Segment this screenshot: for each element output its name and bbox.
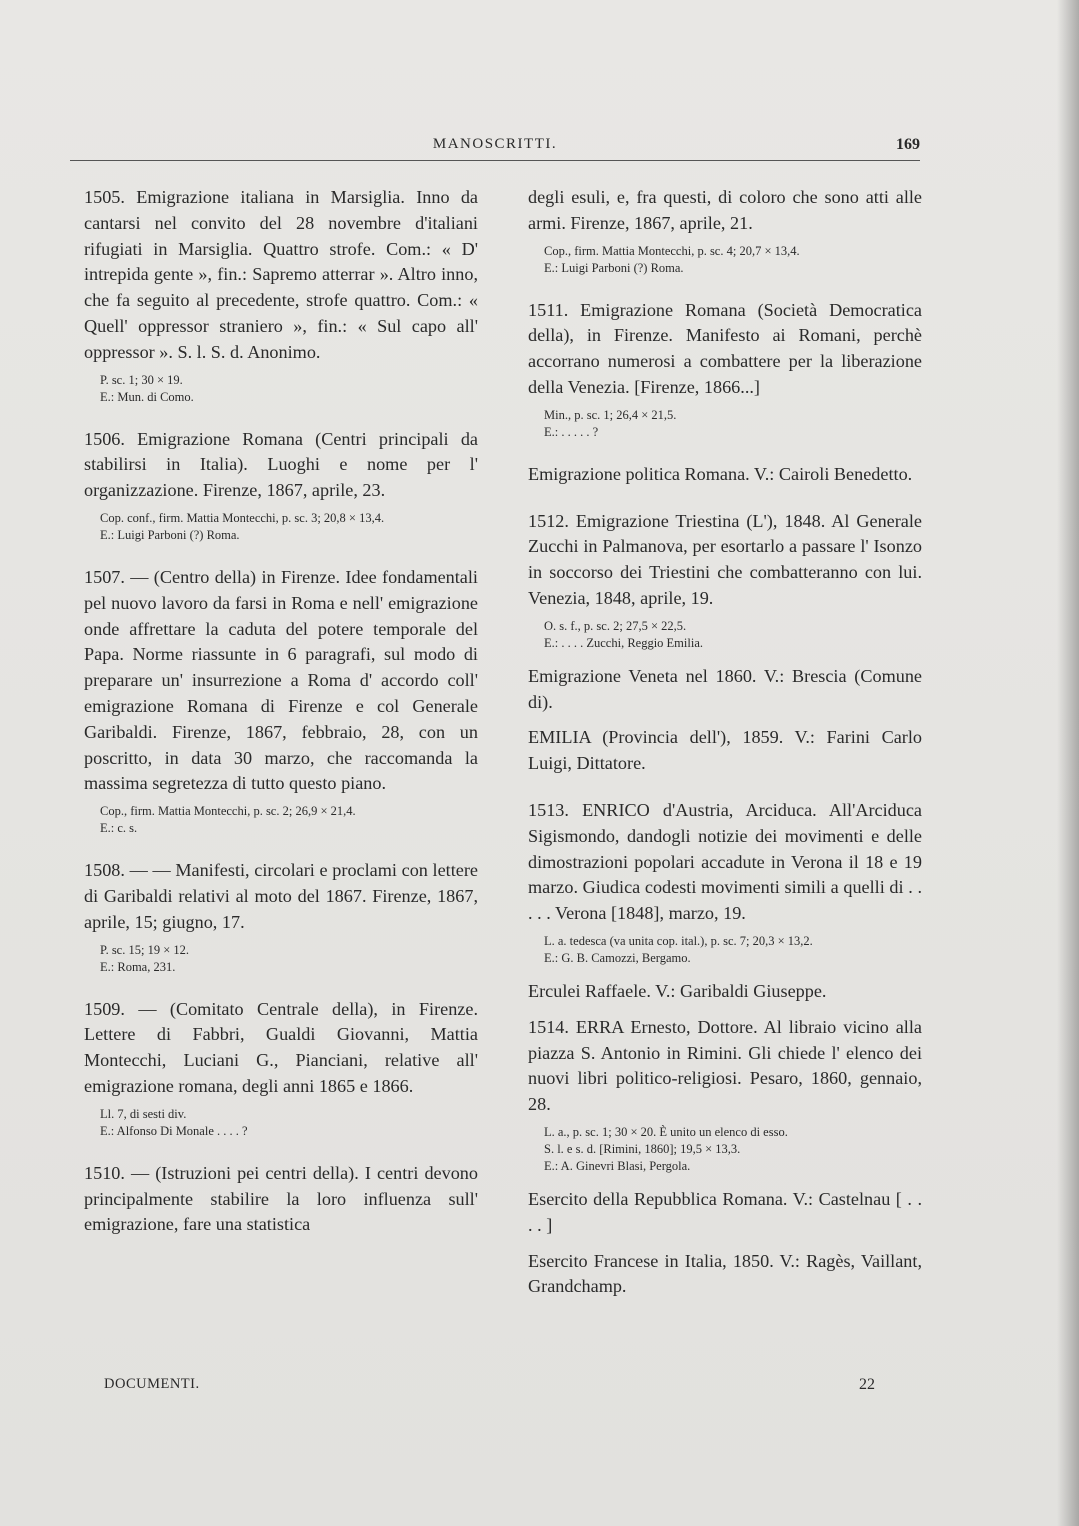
meta-line: E.: Luigi Parboni (?) Roma. bbox=[544, 260, 684, 275]
entry-1513-meta bbox=[544, 933, 922, 967]
entry-1507-meta bbox=[100, 803, 478, 837]
entry-1506: 1506. Emigrazione Romana (Centri principali da stabilirsi in Italia). Luoghi e nome per l' organizzazione. Firenze, 1867, aprile, 23. bbox=[84, 428, 478, 501]
meta-line: E.: Mun. di Como. bbox=[100, 389, 194, 404]
entry-1510-continued: degli esuli, e, fra questi, di coloro che sono atti alle armi. Firenze, 1867, aprile, 21. bbox=[528, 187, 922, 233]
cross-reference: EMILIA (Provincia dell'), 1859. V.: Farini Carlo Luigi, Dittatore. bbox=[528, 727, 922, 774]
meta-line: L. a., p. sc. 1; 30 × 20. È unito un elenco di esso. bbox=[544, 1124, 788, 1139]
meta-line: Cop. conf., firm. Mattia Montecchi, p. sc. 3; 20,8 × 13,4. bbox=[100, 510, 385, 525]
signature-mark: DOCUMENTI. bbox=[104, 1376, 200, 1392]
entry-1511: 1511. Emigrazione Romana (Società Democratica della), in Firenze. Manifesto ai Romani, perchè accorrano numerosi a combattere per la liberazione della Venezia. [Firenze, 1866...] bbox=[528, 299, 922, 397]
entry-1512-meta bbox=[544, 618, 922, 652]
entry-1507: 1507. — (Centro della) in Firenze. Idee fondamentali pel nuovo lavoro da farsi in Roma e nell' emigrazione onde affrettare la caduta del potere temporale del Papa. Norme riassunte in 6 paragrafi, sul modo di preparare un' insurrezione a Roma d' accordo coll' emigrazione Romana di Firenze e col Generale Garibaldi. Firenze, 1867, febbraio, 28, con un poscritto, in data 30 marzo, che raccomanda la massima segretezza di tutto questo piano. bbox=[84, 566, 478, 794]
entry-1505-meta bbox=[100, 372, 478, 406]
entry-1509-meta bbox=[100, 1106, 478, 1140]
right-column bbox=[528, 185, 922, 1300]
entry-1509: 1509. — (Comitato Centrale della), in Firenze. Lettere di Fabbri, Gualdi Giovanni, Mattia Montecchi, Luciani G., Pianciani, relative all' emigrazione romana, degli anni 1865 e 1866. bbox=[84, 998, 478, 1096]
meta-line: Min., p. sc. 1; 26,4 × 21,5. bbox=[544, 407, 677, 422]
entry-1510: 1510. — (Istruzioni pei centri della). I centri devono principalmente stabilire la loro influenza sull' emigrazione, fare una statistica bbox=[84, 1162, 478, 1235]
meta-line: E.: Roma, 231. bbox=[100, 959, 176, 974]
sheet-number: 22 bbox=[859, 1376, 875, 1393]
cross-reference: Esercito Francese in Italia, 1850. V.: Ragès, Vaillant, Grandchamp. bbox=[528, 1250, 922, 1297]
entry-1512: 1512. Emigrazione Triestina (L'), 1848. Al Generale Zucchi in Palmanova, per esortarlo a passare l' Isonzo in soccorso dei Triestini che combatteranno con lui. Venezia, 1848, aprile, 19. bbox=[528, 510, 922, 608]
running-title: MANOSCRITTI. bbox=[432, 136, 558, 152]
cross-reference: Erculei Raffaele. V.: Garibaldi Giuseppe. bbox=[528, 980, 827, 1001]
page-edge-shadow bbox=[1057, 0, 1079, 1526]
meta-line: E.: c. s. bbox=[100, 821, 138, 836]
meta-line: L. a. tedesca (va unita cop. ital.), p. sc. 7; 20,3 × 13,2. bbox=[544, 933, 813, 948]
entry-1514: 1514. ERRA Ernesto, Dottore. Al libraio vicino alla piazza S. Antonio in Rimini. Gli chiede l' elenco dei nuovi libri politico-religiosi. Pesaro, 1860, gennaio, 28. bbox=[528, 1016, 922, 1115]
meta-line: S. l. e s. d. [Rimini, 1860]; 19,5 × 13,3. bbox=[544, 1141, 741, 1156]
meta-line: E.: . . . . . ? bbox=[544, 424, 599, 439]
meta-line: Ll. 7, di sesti div. bbox=[100, 1106, 187, 1121]
entry-1508-meta bbox=[100, 942, 478, 976]
running-head bbox=[70, 136, 920, 161]
page-number: 169 bbox=[896, 136, 920, 153]
cross-reference: Emigrazione Veneta nel 1860. V.: Brescia (Comune di). bbox=[528, 665, 922, 712]
entry-1508: 1508. — — Manifesti, circolari e proclami con lettere di Garibaldi relativi al moto del 1867. Firenze, 1867, aprile, 15; giugno, 17. bbox=[84, 860, 478, 932]
meta-line: Cop., firm. Mattia Montecchi, p. sc. 4; 20,7 × 13,4. bbox=[544, 243, 800, 258]
meta-line: Cop., firm. Mattia Montecchi, p. sc. 2; 26,9 × 21,4. bbox=[100, 804, 356, 819]
meta-line: E.: A. Ginevri Blasi, Pergola. bbox=[544, 1158, 691, 1173]
entry-1510-meta bbox=[544, 243, 922, 277]
meta-line: E.: . . . . Zucchi, Reggio Emilia. bbox=[544, 635, 703, 650]
entry-1514-meta bbox=[544, 1124, 922, 1175]
meta-line: E.: Alfonso Di Monale . . . . ? bbox=[100, 1123, 248, 1138]
cross-reference: Esercito della Repubblica Romana. V.: Castelnau [ . . . . ] bbox=[528, 1188, 922, 1235]
entry-1513: 1513. ENRICO d'Austria, Arciduca. All'Arciduca Sigismondo, dandogli notizie dei movimenti e delle dimostrazioni popolari accadute in Verona il 18 e 19 marzo. Giudica codesti movimenti simili a quelli di . . . . . Verona [1848], marzo, 19. bbox=[528, 799, 922, 924]
entry-1506-meta bbox=[100, 510, 478, 544]
cross-reference: Emigrazione politica Romana. V.: Cairoli Benedetto. bbox=[528, 463, 913, 484]
meta-line: E.: G. B. Camozzi, Bergamo. bbox=[544, 950, 691, 965]
entry-1511-meta bbox=[544, 407, 922, 441]
meta-line: O. s. f., p. sc. 2; 27,5 × 22,5. bbox=[544, 618, 687, 633]
meta-line: P. sc. 1; 30 × 19. bbox=[100, 372, 183, 387]
meta-line: P. sc. 15; 19 × 12. bbox=[100, 942, 190, 957]
entry-1505: 1505. Emigrazione italiana in Marsiglia. Inno da cantarsi nel convito del 28 novembre d'italiani rifugiati in Marsiglia. Quattro strofe. Com.: « D' intrepida gente », fin.: Sapremo atterrar ». Altro inno, che fa seguito al precedente, strofe quattro. Com.: « Quell' oppressor straniero », fin.: « Sul capo all' oppressor ». S. l. S. d. Anonimo. bbox=[84, 187, 478, 362]
left-column bbox=[84, 185, 478, 1238]
meta-line: E.: Luigi Parboni (?) Roma. bbox=[100, 527, 240, 542]
